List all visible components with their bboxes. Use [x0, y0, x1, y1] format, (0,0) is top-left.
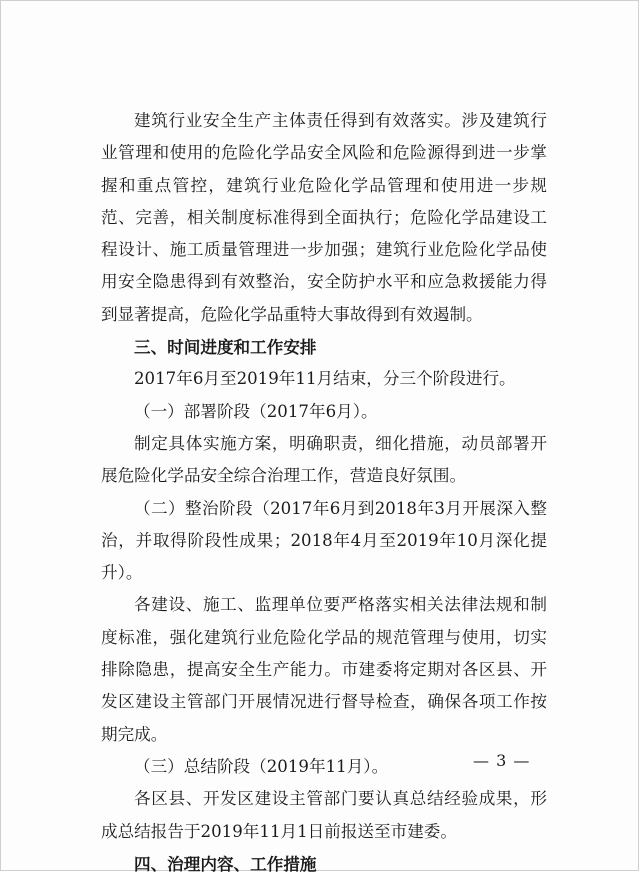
phase-heading-deploy: （一）部署阶段（2017年6月）。: [134, 401, 378, 421]
paragraph-timeframe: 2017年6月至2019年11月结束，分三个阶段进行。: [134, 369, 516, 389]
section-heading-measures: 四、治理内容、工作措施: [134, 853, 317, 874]
paragraph-rectify: 各建设、施工、监理单位要严格落实相关法律法规和制度标准，强化建筑行业危险化学品的规范管理与使用，切实排除隐患，提高安全生产能力。市建委将定期对各区县、开发区建设主管部门开展情况进行督导检查，确保各项工作按期完成。: [101, 595, 547, 744]
phase-heading-rectify: （二）整治阶段（2017年6月到2018年3月开展深入整治，并取得阶段性成果；2018年4月至2019年10月深化提升）。: [101, 498, 547, 583]
section-heading-schedule: 三、时间进度和工作安排: [134, 337, 317, 358]
paragraph-deploy: 制定具体实施方案，明确职责，细化措施，动员部署开展危险化学品安全综合治理工作，营造良好氛围。: [101, 433, 547, 486]
paragraph-goals: 建筑行业安全生产主体责任得到有效落实。涉及建筑行业管理和使用的危险化学品安全风险和危险源得到进一步掌握和重点管控，建筑行业危险化学品管理和使用进一步规范、完善，相关制度标准得到全面执行；危险化学品建设工程设计、施工质量管理进一步加强；建筑行业危险化学品使用安全隐患得到有效整治，安全防护水平和应急救援能力得到显著提高，危险化学品重特大事故得到有效遏制。: [101, 111, 547, 324]
phase-heading-summary: （三）总结阶段（2019年11月）。: [134, 756, 389, 776]
page-number: — 3 —: [473, 751, 531, 770]
paragraph-summary: 各区县、开发区建设主管部门要认真总结经验成果，形成总结报告于2019年11月1日前报送至市建委。: [101, 789, 547, 841]
